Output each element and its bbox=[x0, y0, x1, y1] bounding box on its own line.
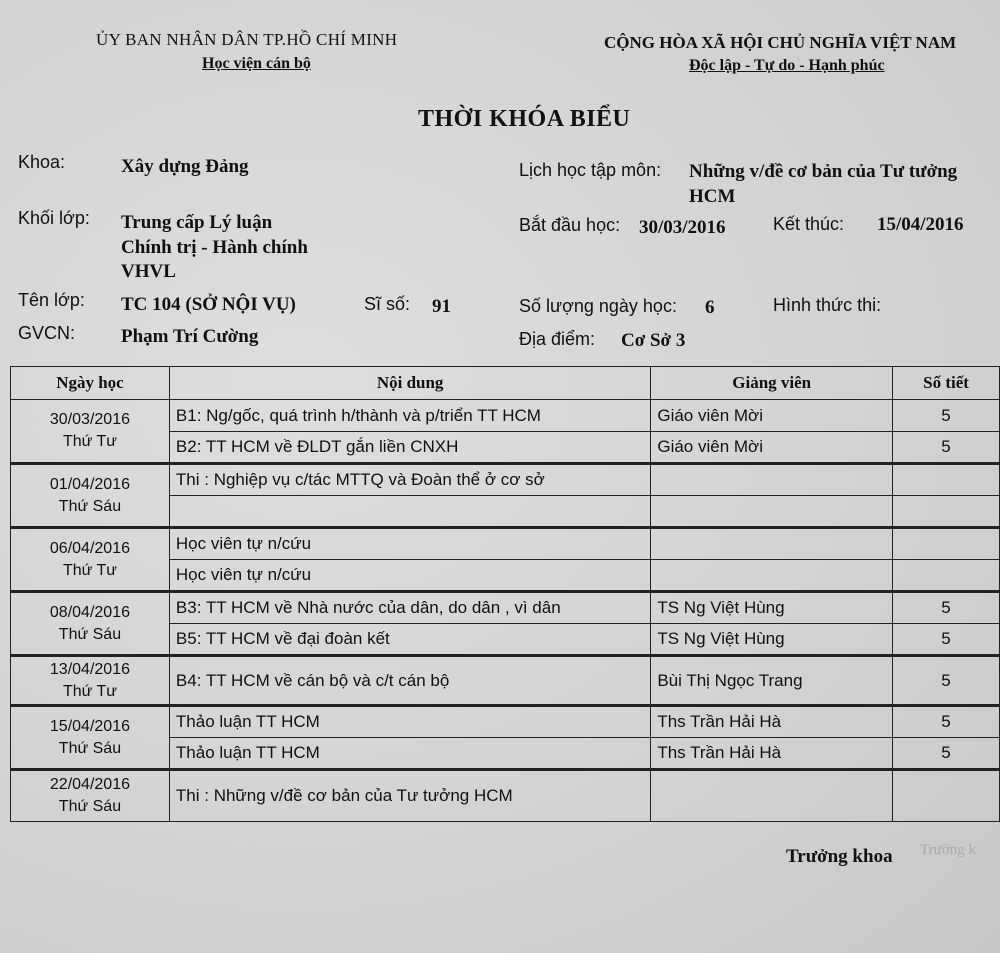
teacher-cell bbox=[651, 528, 893, 560]
periods-cell bbox=[893, 770, 1000, 822]
table-row bbox=[11, 770, 1000, 822]
periods-cell: 5 bbox=[893, 738, 1000, 770]
weekday-text: Thứ Sáu bbox=[58, 497, 122, 515]
periods-cell bbox=[893, 528, 1000, 560]
ket-thuc-value: 15/04/2016 bbox=[877, 214, 964, 235]
khoa-label: Khoa: bbox=[18, 152, 66, 172]
khoi-lop-label: Khối lớp: bbox=[18, 208, 90, 228]
date-text: 01/04/2016 bbox=[49, 475, 130, 493]
si-so-value: 91 bbox=[432, 296, 451, 317]
content-cell: B5: TT HCM về đại đoàn kết bbox=[169, 624, 650, 656]
teacher-cell: Giáo viên Mời bbox=[651, 400, 893, 432]
lich-hoc-line1: Những v/đề cơ bản của Tư tưởng bbox=[689, 161, 958, 182]
khoi-lop-line1: Trung cấp Lý luận bbox=[121, 212, 273, 233]
date-text: 15/04/2016 bbox=[49, 717, 130, 735]
table-header-row bbox=[11, 367, 1000, 400]
teacher-cell: Ths Trần Hải Hà bbox=[651, 738, 893, 770]
ten-lop-label: Tên lớp: bbox=[18, 290, 85, 310]
content-cell: B1: Ng/gốc, quá trình h/thành và p/triển TT HCM bbox=[169, 400, 650, 432]
page-title: THỜI KHÓA BIỂU bbox=[418, 106, 631, 132]
content-cell: Thảo luận TT HCM bbox=[169, 706, 650, 738]
si-so-label: Sĩ số: bbox=[364, 294, 411, 314]
bat-dau-value: 30/03/2016 bbox=[639, 217, 726, 238]
periods-cell: 5 bbox=[893, 706, 1000, 738]
date-text: 08/04/2016 bbox=[49, 603, 130, 621]
periods-cell: 5 bbox=[893, 592, 1000, 624]
content-cell: B4: TT HCM về cán bộ và c/t cán bộ bbox=[169, 656, 650, 706]
weekday-text: Thứ Tư bbox=[62, 561, 117, 579]
so-luong-value: 6 bbox=[705, 297, 715, 318]
date-cell bbox=[11, 656, 170, 706]
header-teacher: Giảng viên bbox=[651, 367, 893, 400]
table-row bbox=[11, 528, 1000, 560]
date-cell bbox=[11, 400, 170, 464]
lich-hoc-line2: HCM bbox=[689, 186, 736, 207]
signature-title: Trưởng khoa bbox=[786, 846, 893, 867]
teacher-cell: Bùi Thị Ngọc Trang bbox=[651, 656, 893, 706]
date-text: 22/04/2016 bbox=[49, 776, 130, 793]
periods-cell bbox=[893, 496, 1000, 528]
content-cell: Thi : Những v/đề cơ bản của Tư tưởng HCM bbox=[169, 770, 650, 822]
khoi-lop-line3: VHVL bbox=[121, 261, 176, 282]
teacher-cell: TS Ng Việt Hùng bbox=[651, 624, 893, 656]
date-text: 06/04/2016 bbox=[49, 539, 130, 557]
teacher-cell bbox=[651, 560, 893, 592]
table-row bbox=[11, 656, 1000, 706]
table-row bbox=[11, 400, 1000, 432]
ket-thuc-label: Kết thúc: bbox=[773, 214, 845, 234]
periods-cell: 5 bbox=[893, 400, 1000, 432]
signature-faint-text: Trưởng k bbox=[920, 842, 976, 858]
content-cell: Học viên tự n/cứu bbox=[169, 560, 650, 592]
content-cell: B3: TT HCM về Nhà nước của dân, do dân , vì dân bbox=[169, 592, 650, 624]
teacher-cell: TS Ng Việt Hùng bbox=[651, 592, 893, 624]
periods-cell: 5 bbox=[893, 656, 1000, 706]
content-cell bbox=[169, 496, 650, 528]
header-content: Nội dung bbox=[169, 367, 650, 400]
teacher-cell bbox=[651, 496, 893, 528]
teacher-cell bbox=[651, 464, 893, 496]
content-cell: Học viên tự n/cứu bbox=[169, 528, 650, 560]
date-text: 30/03/2016 bbox=[49, 411, 130, 428]
teacher-cell: Giáo viên Mời bbox=[651, 432, 893, 464]
right-header-title: CỘNG HÒA XÃ HỘI CHỦ NGHĨA VIỆT NAM bbox=[604, 33, 957, 52]
lich-hoc-label: Lịch học tập môn: bbox=[519, 160, 662, 180]
periods-cell bbox=[893, 464, 1000, 496]
khoa-value: Xây dựng Đảng bbox=[121, 156, 249, 177]
date-cell bbox=[11, 770, 170, 822]
gvcn-value: Phạm Trí Cường bbox=[121, 326, 259, 347]
content-cell: Thi : Nghiệp vụ c/tác MTTQ và Đoàn thể ở cơ sở bbox=[169, 464, 650, 496]
so-luong-label: Số lượng ngày học: bbox=[519, 296, 677, 316]
khoi-lop-line2: Chính trị - Hành chính bbox=[121, 237, 308, 258]
right-header-motto: Độc lập - Tự do - Hạnh phúc bbox=[689, 57, 885, 74]
teacher-cell: Ths Trần Hải Hà bbox=[651, 706, 893, 738]
date-cell bbox=[11, 528, 170, 592]
gvcn-label: GVCN: bbox=[18, 323, 76, 343]
content-cell: B2: TT HCM về ĐLDT gắn liền CNXH bbox=[169, 432, 650, 464]
date-cell bbox=[11, 592, 170, 656]
bat-dau-label: Bắt đầu học: bbox=[519, 215, 621, 235]
table-row bbox=[11, 706, 1000, 738]
periods-cell bbox=[893, 560, 1000, 592]
weekday-text: Thứ Sáu bbox=[58, 739, 122, 757]
ten-lop-value: TC 104 (SỞ NỘI VỤ) bbox=[121, 294, 296, 315]
table-row bbox=[11, 464, 1000, 496]
teacher-cell bbox=[651, 770, 893, 822]
date-cell bbox=[11, 706, 170, 770]
dia-diem-label: Địa điểm: bbox=[519, 329, 596, 349]
periods-cell: 5 bbox=[893, 624, 1000, 656]
dia-diem-value: Cơ Sở 3 bbox=[621, 330, 686, 351]
header-periods: Số tiết bbox=[893, 367, 1000, 400]
timetable bbox=[10, 366, 1000, 822]
date-text: 13/04/2016 bbox=[49, 660, 130, 678]
header-date: Ngày học bbox=[11, 367, 170, 400]
weekday-text: Thứ Sáu bbox=[58, 625, 122, 643]
weekday-text: Thứ Tư bbox=[62, 433, 117, 450]
weekday-text: Thứ Sáu bbox=[58, 798, 122, 815]
date-cell bbox=[11, 464, 170, 528]
weekday-text: Thứ Tư bbox=[62, 682, 117, 700]
left-header-subtitle: Học viện cán bộ bbox=[202, 55, 311, 72]
left-header-title: ỦY BAN NHÂN DÂN TP.HỒ CHÍ MINH bbox=[96, 30, 398, 49]
content-cell: Thảo luận TT HCM bbox=[169, 738, 650, 770]
table-row bbox=[11, 592, 1000, 624]
hinh-thuc-label: Hình thức thi: bbox=[773, 295, 882, 315]
periods-cell: 5 bbox=[893, 432, 1000, 464]
